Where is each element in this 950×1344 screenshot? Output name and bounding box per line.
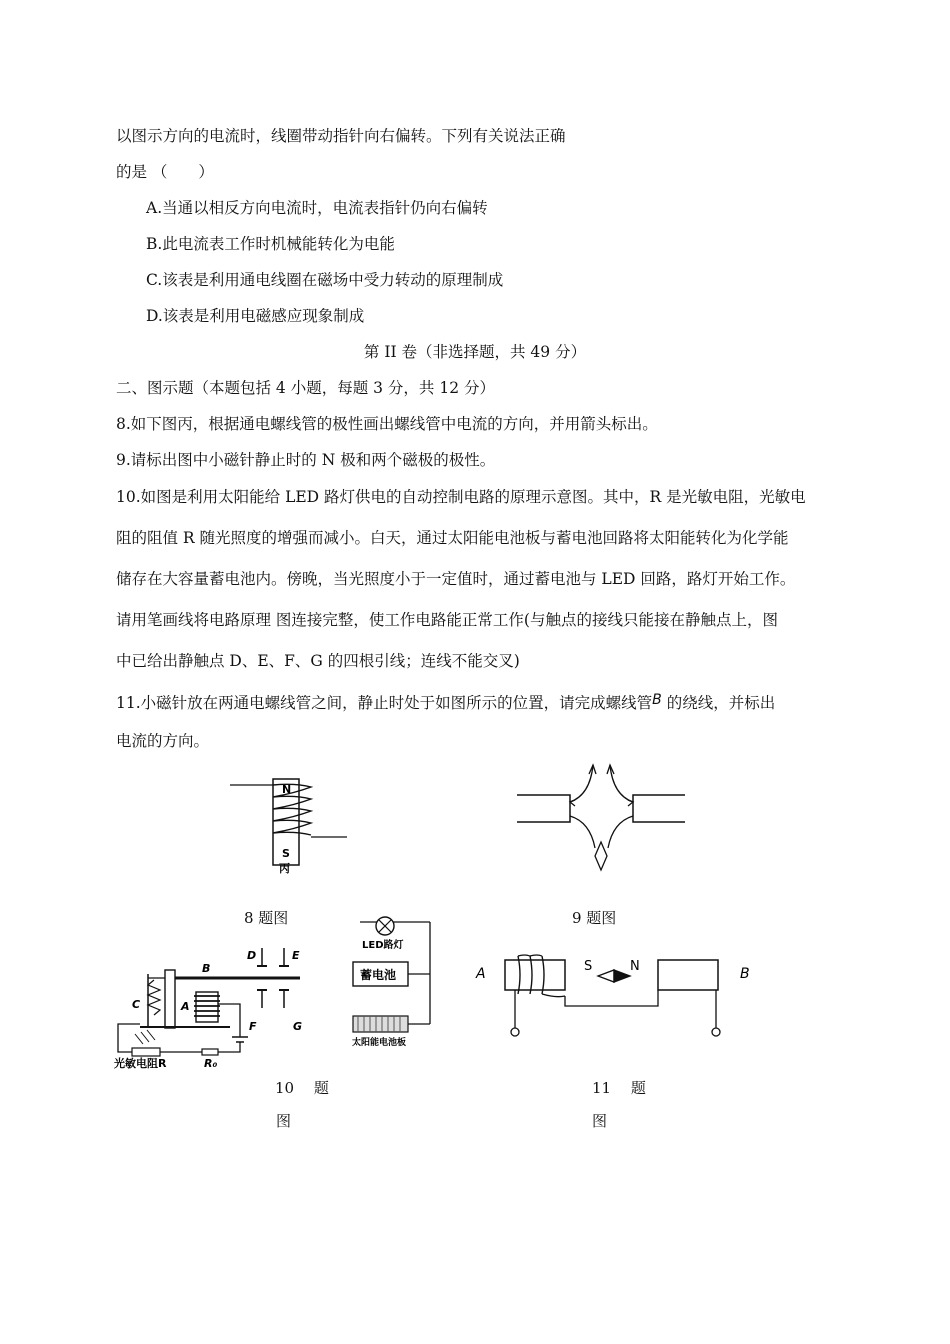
fig10-g-label: G [293, 1020, 303, 1033]
fig11-s-label: S [584, 959, 593, 974]
q10-line2: 阻的阻值 R 随光照度的增强而减小。白天，通过太阳能电池板与蓄电池回路将太阳能转化为化学能 [116, 529, 789, 547]
fig8-n-label: N [282, 783, 292, 796]
fig11-caption-2: 图 [592, 1112, 608, 1130]
fig11-solenoids-diagram [470, 950, 760, 1045]
fig9-magnets-diagram [515, 760, 690, 880]
fig8-solenoid-diagram [225, 775, 355, 875]
fig10-e-label: E [292, 949, 300, 962]
q9-text: 9.请标出图中小磁针静止时的 N 极和两个磁极的极性。 [116, 451, 496, 469]
fig10-solar-label: 太阳能电池板 [352, 1038, 407, 1048]
fig11-caption-1: 11 题 [592, 1079, 646, 1097]
q11-line2: 电流的方向。 [116, 732, 210, 750]
q10-line4: 请用笔画线将电路原理 图连接完整，使工作电路能正常工作(与触点的接线只能接在静触点上，图 [116, 611, 778, 629]
fig9-caption: 9 题图 [572, 909, 617, 927]
fig10-d-label: D [247, 949, 257, 962]
fig10-a-label: A [181, 1000, 190, 1013]
q11-line1-tail: 的绕线，并标出 [661, 694, 776, 712]
fig11-n-label: N [630, 959, 640, 974]
section2-title: 第 II 卷（非选择题，共 49 分） [363, 343, 587, 361]
fig11-solenoid-b [658, 960, 718, 990]
fig11-solenoid-a [505, 960, 565, 990]
fig11-needle-s-end [598, 970, 614, 982]
fig10-photo-label: 光敏电阻R [114, 1057, 167, 1070]
q11-line1 [116, 690, 775, 713]
part2-heading: 二、图示题（本题包括 4 小题，每题 3 分，共 12 分） [116, 379, 496, 397]
q11-line1-text: 11.小磁针放在两通电螺线管之间，静止时处于如图所示的位置，请完成螺线管 [116, 694, 653, 712]
q11-b-symbol: B [652, 692, 662, 708]
fig10-r0-resistor [202, 1049, 218, 1055]
q7-line1: 以图示方向的电流时，线圈带动指针向右偏转。下列有关说法正确 [116, 127, 566, 145]
q10-line1: 10.如图是利用太阳能给 LED 路灯供电的自动控制电路的原理示意图。其中，R 是光敏电阻，光敏电 [116, 488, 806, 506]
fig10-f-label: F [249, 1020, 257, 1033]
q8-text: 8.如下图丙，根据通电螺线管的极性画出螺线管中电流的方向，并用箭头标出。 [116, 415, 658, 433]
fig8-bing-label: 丙 [279, 862, 290, 875]
fig11-needle-n-end [614, 970, 630, 982]
q7-option-c: C.该表是利用通电线圈在磁场中受力转动的原理制成 [146, 271, 504, 289]
fig11-a-label: A [476, 966, 486, 982]
fig8-s-label: S [282, 847, 290, 860]
q10-line3: 储存在大容量蓄电池内。傍晚，当光照度小于一定值时，通过蓄电池与 LED 回路，路灯开始工作。 [116, 570, 796, 588]
fig10-caption-1: 10 题 [275, 1079, 329, 1097]
q7-option-d: D.该表是利用电磁感应现象制成 [146, 307, 365, 325]
fig10-r0-label: R₀ [204, 1057, 218, 1070]
fig10-battery-label: 蓄电池 [360, 968, 397, 982]
fig10-b-label: B [202, 962, 211, 975]
fig10-circuit-diagram [110, 912, 440, 1070]
q10-line5: 中已给出静触点 D、E、F、G 的四根引线；连线不能交叉) [116, 652, 520, 670]
fig10-c-label: C [132, 998, 141, 1011]
q7-line2: 的是 （ ） [116, 163, 214, 181]
fig10-led-label: LED路灯 [362, 940, 404, 951]
q7-option-b: B.此电流表工作时机械能转化为电能 [146, 235, 395, 253]
fig10-photoresistor [132, 1048, 160, 1056]
fig8-caption: 8 题图 [244, 909, 289, 927]
q7-option-a: A.当通以相反方向电流时，电流表指针仍向右偏转 [146, 199, 488, 217]
fig11-b-label: B [740, 966, 750, 982]
fig10-caption-2: 图 [276, 1112, 292, 1130]
